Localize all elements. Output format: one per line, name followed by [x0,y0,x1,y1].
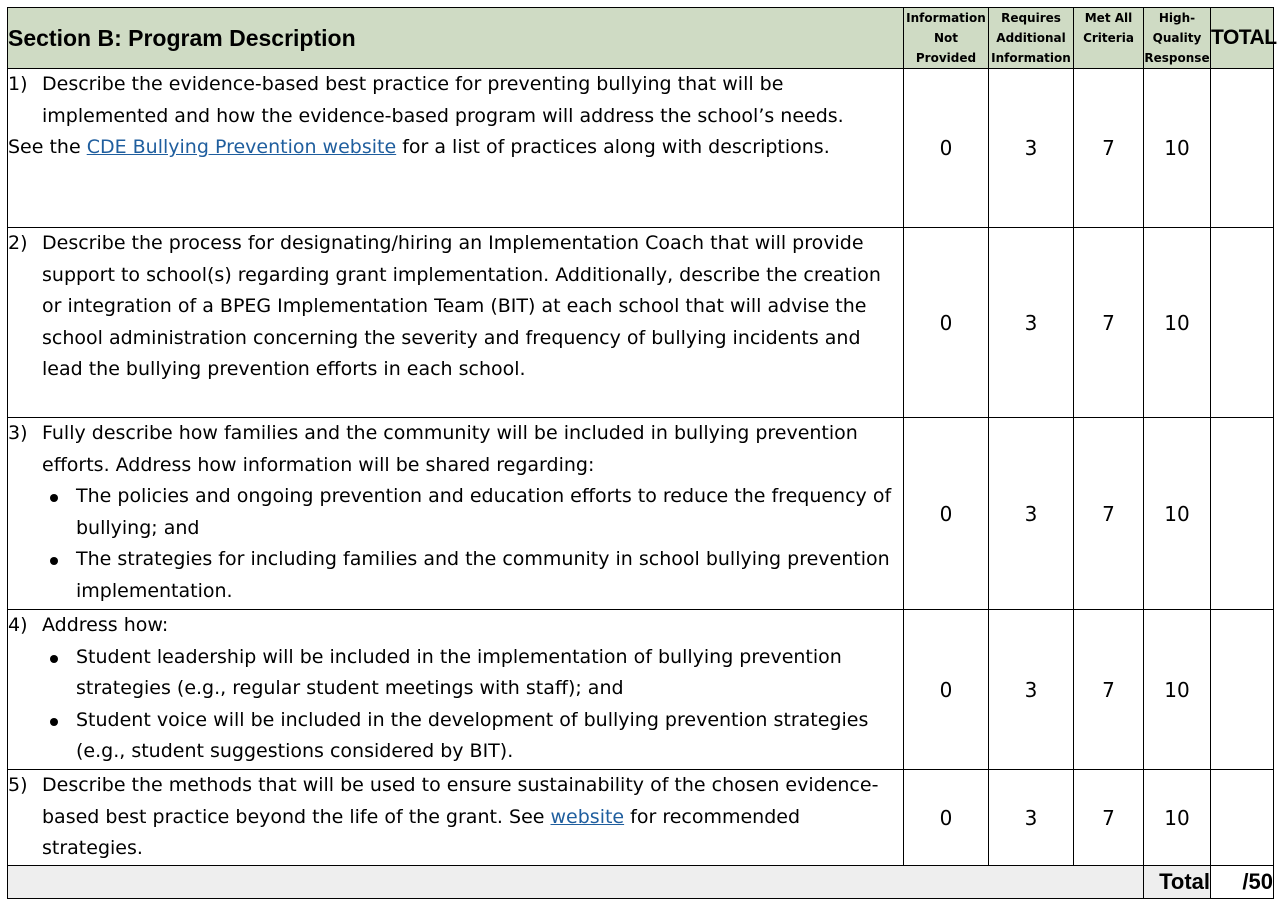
bullet-item: The strategies for including families and the community in school bullying prevention implementation. [76,544,903,607]
score-not-provided: 0 [904,418,989,610]
score-met-all: 7 [1074,418,1144,610]
score-requires-info: 3 [989,69,1074,228]
criteria-row [8,770,1274,866]
item-text: Address how: [42,614,169,636]
row-total-cell [1211,69,1274,228]
criteria-row [8,69,1274,228]
row-total-cell [1211,418,1274,610]
criteria-row [8,228,1274,418]
criteria-item [8,69,903,132]
header-row [8,8,1274,69]
criteria-description [8,69,904,228]
score-high-quality: 10 [1144,228,1211,418]
bullet-icon [50,655,58,663]
website-link[interactable]: website [550,805,625,828]
criteria-item [8,228,903,386]
total-row-spacer [8,866,1144,899]
total-row [8,866,1274,899]
bullet-icon [50,718,58,726]
section-title: Section B: Program Description [8,8,904,69]
item-text: Describe the evidence-based best practice for preventing bullying that will be implemented and how the evidence-based program will address the school’s needs. [42,73,844,127]
column-header-not-provided: Information Not Provided [904,8,989,69]
column-header-met-all: Met All Criteria [1074,8,1144,69]
score-high-quality: 10 [1144,770,1211,866]
score-requires-info: 3 [989,228,1074,418]
item-number: 2) [8,232,28,254]
score-high-quality: 10 [1144,418,1211,610]
bullet-item: The policies and ongoing prevention and education efforts to reduce the frequency of bullying; and [76,481,903,544]
column-header-high-quality: High- Quality Response [1144,8,1211,69]
score-requires-info: 3 [989,610,1074,770]
score-requires-info: 3 [989,770,1074,866]
score-met-all: 7 [1074,610,1144,770]
rubric-table [7,7,1277,899]
row-total-cell [1211,610,1274,770]
criteria-item [8,418,903,481]
score-high-quality: 10 [1144,610,1211,770]
criteria-description [8,228,904,418]
score-not-provided: 0 [904,69,989,228]
criteria-row [8,610,1274,770]
criteria-item: 5) Describe the methods that will be used to ensure sustainability of the chosen evidence-based best practice beyond the life of the grant. See website for recommended strategies. [8,770,903,865]
bullet-icon [50,494,58,502]
column-header-requires-info: Requires Additional Information [989,8,1074,69]
criteria-description [8,770,904,866]
criteria-row [8,418,1274,610]
score-high-quality: 10 [1144,69,1211,228]
criteria-description [8,418,904,610]
item-number: 1) [8,73,28,95]
score-not-provided: 0 [904,610,989,770]
bullet-icon [50,557,58,565]
bullet-list [8,642,903,768]
item-text: Describe the process for designating/hiring an Implementation Coach that will provide support to school(s) regarding grant implementation. Additionally, describe the creation or integration of a BPEG Implementation Team (BIT) at each school that will advise the school administration concerning the severity and frequency of bullying incidents and lead the bullying prevention efforts in each school. [42,232,881,381]
bullet-item: Student voice will be included in the development of bullying prevention strategies (e.g., student suggestions considered by BIT). [76,705,903,768]
item-note: See the CDE Bullying Prevention website for a list of practices along with descriptions. [8,136,830,159]
item-number: 4) [8,614,28,636]
score-requires-info: 3 [989,418,1074,610]
score-met-all: 7 [1074,69,1144,228]
score-met-all: 7 [1074,770,1144,866]
bullet-list [8,481,903,607]
column-header-total: TOTAL [1211,8,1274,69]
total-value: /50 [1211,866,1274,899]
cde-bullying-prevention-link[interactable]: CDE Bullying Prevention website [86,136,397,159]
item-number: 3) [8,422,28,444]
total-label: Total [1144,866,1211,899]
criteria-item [8,610,903,642]
item-text: Fully describe how families and the community will be included in bullying prevention efforts. Address how information will be shared regarding: [42,422,858,476]
score-met-all: 7 [1074,228,1144,418]
item-number: 5) [8,774,28,796]
score-not-provided: 0 [904,228,989,418]
bullet-item: Student leadership will be included in the implementation of bullying prevention strategies (e.g., regular student meetings with staff); and [76,642,903,705]
row-total-cell [1211,228,1274,418]
criteria-description [8,610,904,770]
score-not-provided: 0 [904,770,989,866]
row-total-cell [1211,770,1274,866]
